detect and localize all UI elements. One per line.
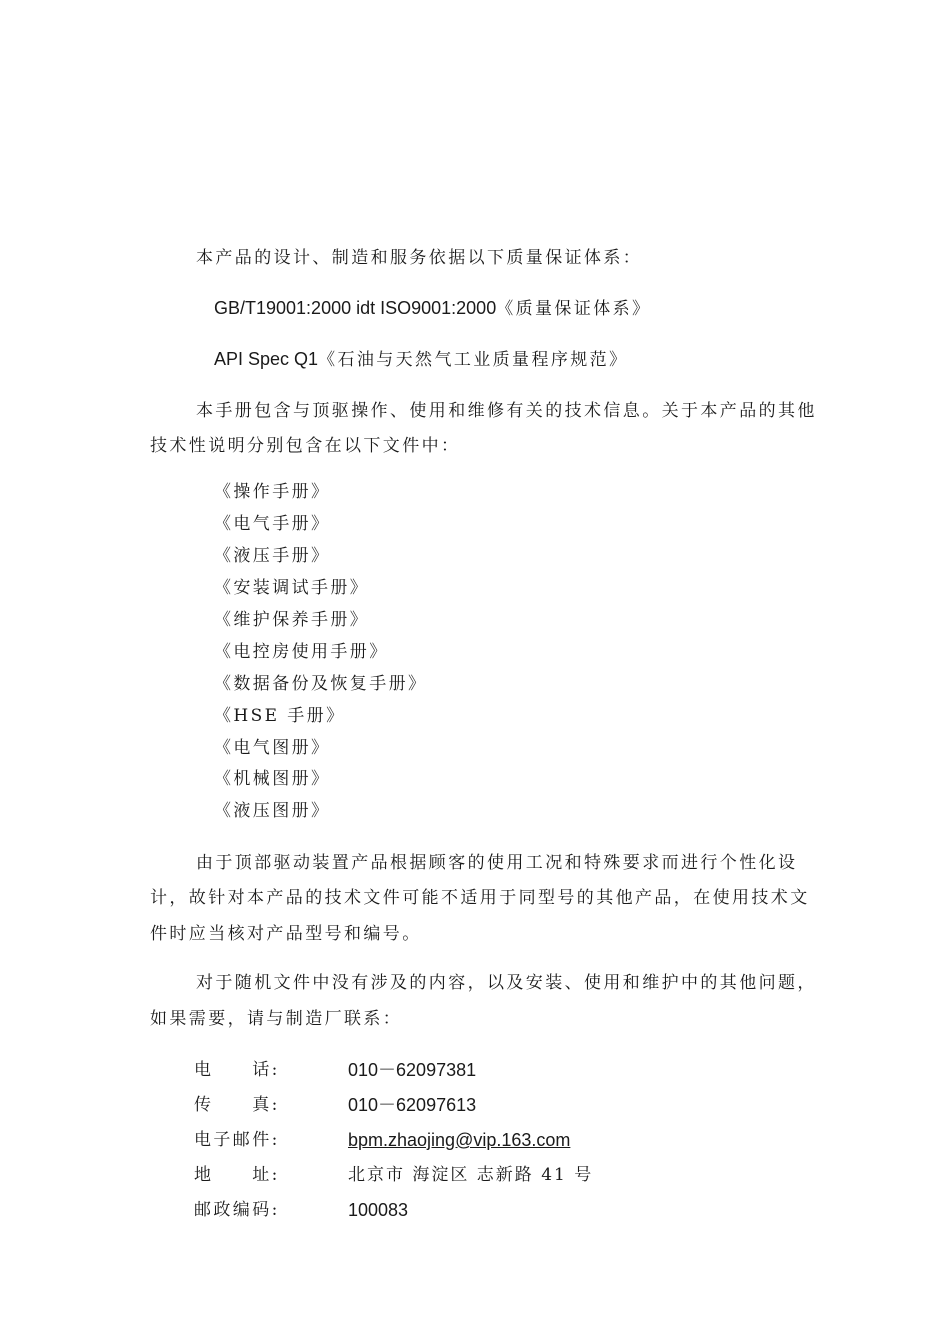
- document-item: 《液压图册》: [214, 801, 331, 821]
- address-value: 北京市 海淀区 志新路 41 号: [348, 1165, 594, 1185]
- document-item: 《机械图册》: [214, 769, 331, 789]
- standard-gb-code: GB/T19001:2000 idt ISO9001:2000: [214, 298, 497, 318]
- customization-line3: 件时应当核对产品型号和编号。: [150, 924, 422, 944]
- postcode-value: 100083: [348, 1200, 409, 1220]
- standard-api-title: 《石油与天然气工业质量程序规范》: [318, 350, 629, 370]
- customization-line2: 计，故针对本产品的技术文件可能不适用于同型号的其他产品，在使用技术文: [150, 888, 810, 908]
- document-item: 《液压手册》: [214, 546, 331, 566]
- email-label: 电子邮件:: [194, 1130, 280, 1150]
- manual-paragraph-line1: 本手册包含与顶驱操作、使用和维修有关的技术信息。关于本产品的其他: [196, 401, 817, 421]
- address-label: 地 址:: [194, 1165, 280, 1185]
- document-item: 《维护保养手册》: [214, 610, 370, 630]
- document-item: 《操作手册》: [214, 482, 331, 502]
- contact-paragraph-line1: 对于随机文件中没有涉及的内容，以及安装、使用和维护中的其他问题，: [196, 973, 817, 993]
- email-field: [348, 1129, 570, 1151]
- standard-api: [214, 348, 628, 371]
- document-item: 《数据备份及恢复手册》: [214, 674, 428, 694]
- email-link[interactable]: bpm.zhaojing@vip.163.com: [348, 1130, 571, 1150]
- contact-paragraph-line2: 如果需要，请与制造厂联系：: [150, 1009, 403, 1029]
- standard-gb-title: 《质量保证体系》: [496, 299, 652, 319]
- manual-paragraph-line2: 技术性说明分别包含在以下文件中：: [150, 436, 461, 456]
- document-item: 《安装调试手册》: [214, 578, 370, 598]
- standard-gb: [214, 297, 651, 320]
- phone-value: 010－62097381: [348, 1060, 477, 1080]
- phone-label: 电 话:: [194, 1060, 280, 1080]
- document-item: 《电控房使用手册》: [214, 642, 389, 662]
- postcode-label: 邮政编码:: [194, 1200, 280, 1220]
- fax-label: 传 真:: [194, 1095, 280, 1115]
- standard-api-code: API Spec Q1: [214, 349, 319, 369]
- document-item: 《电气图册》: [214, 738, 331, 758]
- customization-line1: 由于顶部驱动装置产品根据顾客的使用工况和特殊要求而进行个性化设: [196, 853, 798, 873]
- document-item: 《HSE 手册》: [214, 706, 346, 726]
- document-item: 《电气手册》: [214, 514, 331, 534]
- intro-text: 本产品的设计、制造和服务依据以下质量保证体系：: [196, 248, 643, 268]
- fax-value: 010－62097613: [348, 1095, 477, 1115]
